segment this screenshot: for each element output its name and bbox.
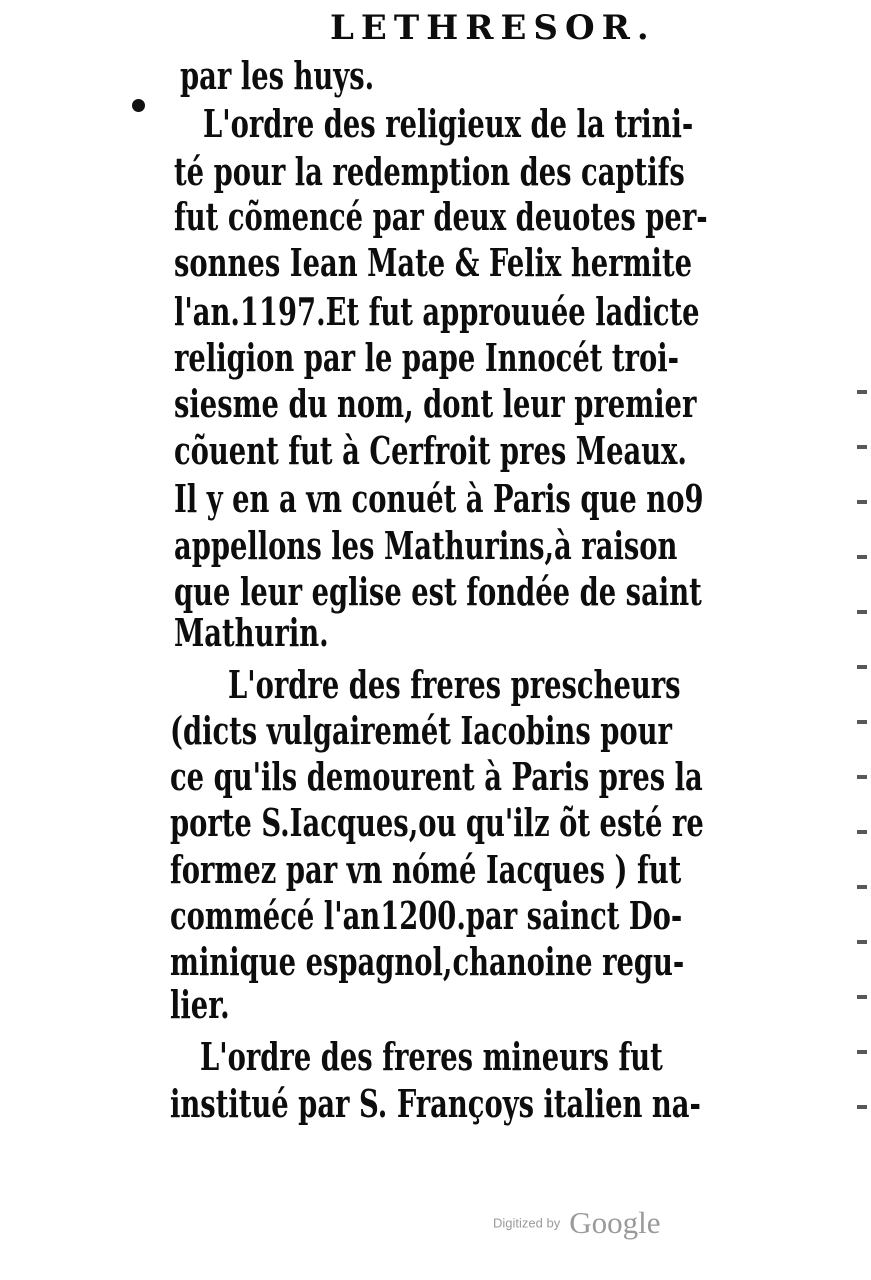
text-line: porte S.Iacques,ou qu'ilz õt esté re xyxy=(170,800,704,845)
text-line: fut cõmencé par deux deuotes per- xyxy=(174,194,708,239)
digitization-watermark xyxy=(493,1205,661,1241)
text-line: formez par vn nómé Iacques ) fut xyxy=(170,847,682,892)
text-line: L'ordre des religieux de la trini- xyxy=(203,101,694,146)
text-line: commécé l'an1200.par sainct Do- xyxy=(170,893,683,938)
google-logo: Google xyxy=(569,1205,661,1240)
text-line: par les huys. xyxy=(180,53,375,98)
text-line: cõuent fut à Cerfroit pres Meaux. xyxy=(174,428,687,473)
text-line: (dicts vulgairemét Iacobins pour xyxy=(170,708,672,753)
text-line: institué par S. Françoys italien na- xyxy=(170,1081,701,1126)
text-line: L'ordre des freres prescheurs xyxy=(228,662,681,707)
text-line: L'ordre des freres mineurs fut xyxy=(200,1034,663,1079)
text-line: té pour la redemption des captifs xyxy=(174,149,685,194)
text-line: Il y en a vn conuét à Paris que no9 xyxy=(174,476,704,521)
text-line: que leur eglise est fondée de saint xyxy=(174,569,702,614)
digitized-by-label: Digitized by xyxy=(493,1215,561,1231)
text-line: siesme du nom, dont leur premier xyxy=(174,381,697,426)
text-line: religion par le pape Innocét troi- xyxy=(174,335,679,380)
text-line: Mathurin. xyxy=(174,610,329,655)
text-line: ce qu'ils demourent à Paris pres la xyxy=(170,754,703,799)
text-line: lier. xyxy=(170,982,230,1027)
running-head: LETHRESOR. xyxy=(330,8,656,48)
bullet-mark xyxy=(132,99,145,112)
text-line: sonnes Iean Mate & Felix hermite xyxy=(174,240,693,285)
text-line: minique espagnol,chanoine regu- xyxy=(170,939,685,984)
text-line: appellons les Mathurins,à raison xyxy=(174,523,678,568)
text-line: l'an.1197.Et fut approuuée ladicte xyxy=(174,289,700,334)
page-edge-marks xyxy=(857,390,867,1150)
